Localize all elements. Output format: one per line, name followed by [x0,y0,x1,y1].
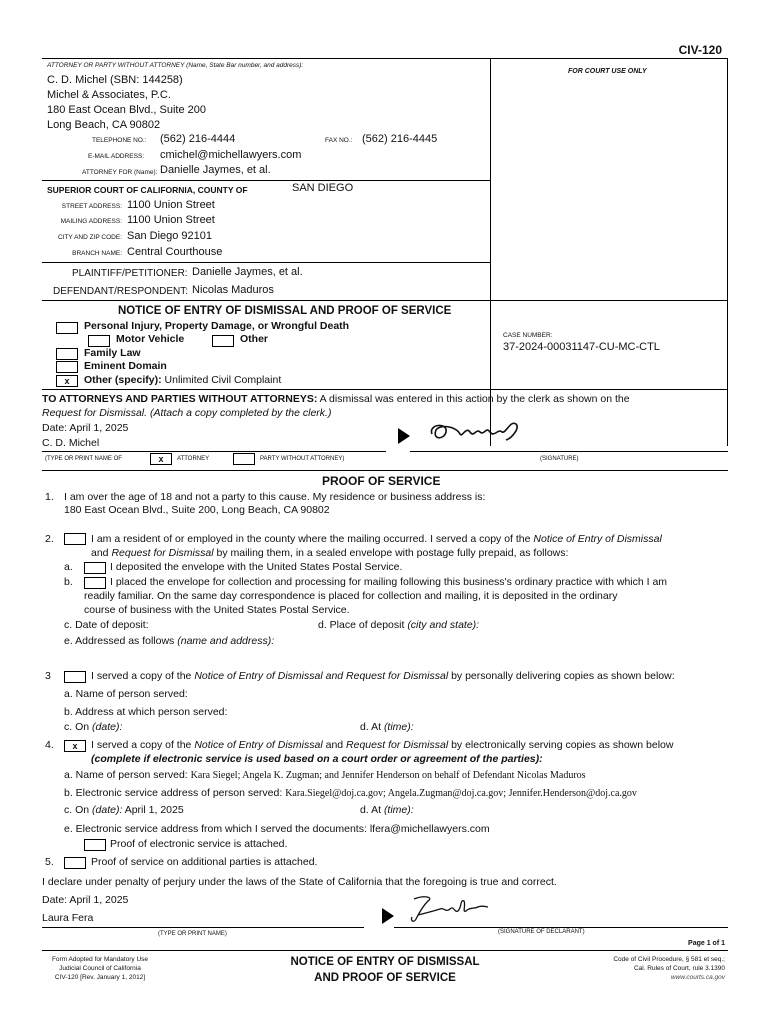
header-divider [490,58,491,446]
party-option: PARTY WITHOUT ATTORNEY) [260,456,345,462]
street-value: 1100 Union Street [127,199,215,211]
item3c-pre: c. On [64,721,93,733]
item2b-line3: course of business with the United States Postal Service. [84,604,350,616]
item4b [64,787,637,799]
checkbox-attorney[interactable]: x [150,453,172,465]
header-top-rule [42,58,728,59]
option-other-pi: Other [240,333,269,345]
header-right-border [727,58,728,446]
item4b-label: b. Electronic service address of person served: [64,787,283,799]
defendant-label: DEFENDANT/RESPONDENT: [53,286,189,297]
checkbox-item2[interactable] [64,533,86,545]
item4-number: 4. [45,739,54,751]
notice-sig-label: (SIGNATURE) [540,456,579,462]
item2-post: by mailing them, in a sealed envelope with postage fully prepaid, as follows: [213,547,569,559]
option-other-label: Other (specify): [84,374,162,386]
item3b: b. Address at which person served: [64,706,228,718]
item4e-label: e. Electronic service address from which I served the documents: [64,823,367,835]
item4c-italic: (date): [92,804,123,816]
footer-left-line: Form Adopted for Mandatory Use [51,956,149,963]
footer-title-line: NOTICE OF ENTRY OF DISMISSAL [290,956,480,968]
item4c-value: April 1, 2025 [124,804,184,816]
item2-italic2: Request for Dismissal [111,547,214,559]
item2e-pre: e. Addressed as follows [64,635,178,647]
item5-number: 5. [45,856,54,868]
city-value: San Diego 92101 [127,230,213,242]
notice-sig-rule [410,451,728,452]
item4a-label: a. Name of person served: [64,769,188,781]
item3-text [91,670,675,682]
item2b-line1: I placed the envelope for collection and processing for mailing following this business's ordinary practice with which I am [110,576,668,588]
notice-name-rule [42,451,386,452]
item2-pre: I am a resident of or employed in the county where the mailing occurred. I served a copy of the [91,533,534,545]
checkbox-item2b[interactable] [84,577,106,589]
pos-top-rule [42,470,728,471]
declaration: I declare under penalty of perjury under the laws of the State of California that the foregoing is true and correct. [42,876,557,888]
attorney-for-value: Danielle Jaymes, et al. [160,164,271,176]
footer-left-line: CIV-120 [Rev. January 1, 2012] [54,974,146,981]
checkbox-eminent-domain[interactable] [56,361,78,373]
form-id: CIV-120 [678,43,722,57]
footer-rule [42,950,728,951]
checkbox-personal-injury[interactable] [56,322,78,334]
telephone-label: TELEPHONE NO.: [92,137,147,144]
parties-top-rule [42,262,490,263]
checkbox-motor-vehicle[interactable] [88,335,110,347]
arrow-icon [382,908,394,924]
item2-and: and [91,547,112,559]
checkbox-other-pi[interactable] [212,335,234,347]
declarant-sig-rule [394,927,728,928]
mailing-label: MAILING ADDRESS: [60,218,122,225]
checkbox-item2a[interactable] [84,562,106,574]
email-value: cmichel@michellawyers.com [160,149,302,161]
title-top-rule [42,300,728,301]
item4a [64,769,586,781]
declarant-type-label: (TYPE OR PRINT NAME) [158,931,227,937]
checkbox-family-law[interactable] [56,348,78,360]
item2-line2 [91,547,568,559]
item3-italic: Notice of Entry of Dismissal and Request for Dismissal [194,670,449,682]
plaintiff-label: PLAINTIFF/PETITIONER: [72,268,188,279]
option-eminent-domain: Eminent Domain [84,360,167,372]
notice-lead: TO ATTORNEYS AND PARTIES WITHOUT ATTORNEYS: [42,393,318,405]
item4-line2: (complete if electronic service is used based on a court order or agreement of the parties): [91,753,543,765]
item4c [64,804,184,816]
item4-post: by electronically serving copies as shown below [448,739,674,751]
notice-name: C. D. Michel [42,437,100,449]
fax-label: FAX NO.: [325,137,353,144]
item3-number: 3 [45,670,51,682]
option-other-value: Unlimited Civil Complaint [164,374,282,386]
attorney-block [47,73,206,133]
footer-right [613,955,725,982]
checkbox-item5[interactable] [64,857,86,869]
declarant-name: Laura Fera [42,912,94,924]
item4-and: and [322,739,347,751]
attorney-line: 180 East Ocean Blvd., Suite 200 [47,104,206,116]
item4-line1 [91,739,673,751]
option-motor-vehicle: Motor Vehicle [116,333,185,345]
declarant-name-rule [42,927,364,928]
plaintiff-value: Danielle Jaymes, et al. [192,266,303,278]
item3c [64,721,122,733]
defendant-value: Nicolas Maduros [192,284,274,296]
item4e-value: lfera@michellawyers.com [369,823,490,835]
footer-center [250,954,520,986]
item1-number: 1. [45,491,54,503]
mailing-value: 1100 Union Street [127,214,215,226]
item3c-italic: (date): [92,721,123,733]
signature-declarant [404,893,490,925]
pos-heading: PROOF OF SERVICE [322,474,441,488]
notice-type-label: (TYPE OR PRINT NAME OF [45,456,122,462]
attorney-line: Long Beach, CA 90802 [47,119,161,131]
item2-line1 [91,533,662,545]
notice-line-2: Request for Dismissal. (Attach a copy completed by the clerk.) [42,407,332,419]
case-number-label: CASE NUMBER: [503,332,553,339]
checkbox-party-without-attorney[interactable] [233,453,255,465]
item2b-label: b. [64,576,73,588]
attorney-label: ATTORNEY OR PARTY WITHOUT ATTORNEY (Name, State Bar number, and address): [47,62,304,69]
item1-address: 180 East Ocean Blvd., Suite 200, Long Beach, CA 90802 [64,504,330,516]
item4-italic2: Request for Dismissal [346,739,449,751]
item4e-attached: Proof of electronic service is attached. [110,838,288,850]
notice-date: Date: April 1, 2025 [42,422,129,434]
attorney-line: Michel & Associates, P.C. [47,89,171,101]
branch-label: BRANCH NAME: [72,250,122,257]
item2-number: 2. [45,533,54,545]
attorney-line: C. D. Michel (SBN: 144258) [47,74,183,86]
item4-pre: I served a copy of the [91,739,195,751]
attorney-option: ATTORNEY [177,456,210,462]
item2b-line2: readily familiar. On the same day correspondence is placed for collection and mailing, it is deposited in the ordinary [84,590,618,602]
email-label: E-MAIL ADDRESS: [88,153,145,160]
form-title: NOTICE OF ENTRY OF DISMISSAL AND PROOF OF SERVICE [118,305,452,317]
item2e [64,635,274,647]
checkbox-item4[interactable]: x [64,740,86,752]
branch-value: Central Courthouse [127,246,223,258]
footer-left-line: Judicial Council of California [59,965,141,972]
declarant-date: Date: April 1, 2025 [42,894,129,906]
item4d-pre: d. At [360,804,384,816]
option-other-specify [84,374,281,386]
item3d [360,721,414,733]
attorney-for-label: ATTORNEY FOR (Name): [82,169,158,176]
courts-link[interactable]: www.courts.ca.gov [670,974,725,981]
item2d [318,619,479,631]
checkbox-item4e[interactable] [84,839,106,851]
item2a-label: a. [64,561,73,573]
option-family-law: Family Law [84,347,141,359]
item4b-value: Kara.Siegel@doj.ca.gov; Angela.Zugman@doj.ca.gov; Jennifer.Henderson@doj.ca.gov [285,788,637,799]
item2d-italic: (city and state): [407,619,480,631]
telephone-value: (562) 216-4444 [160,133,236,145]
item3d-italic: (time): [383,721,414,733]
declarant-sig-label: (SIGNATURE OF DECLARANT) [498,929,585,935]
item4d [360,804,414,816]
item3-pre: I served a copy of the [91,670,195,682]
footer-right-line: Cal. Rules of Court, rule 3.1390 [633,965,725,972]
item2a-text: I deposited the envelope with the United States Postal Service. [110,561,403,573]
footer-title-line: AND PROOF OF SERVICE [314,972,456,984]
case-number-value: 37-2024-00031147-CU-MC-CTL [503,341,660,353]
item1-text: I am over the age of 18 and not a party to this cause. My residence or business address is: [64,491,486,503]
item2e-italic: (name and address): [177,635,275,647]
item4c-pre: c. On [64,804,93,816]
item2c: c. Date of deposit: [64,619,149,631]
signature-attorney [426,414,526,450]
court-use-label: FOR COURT USE ONLY [568,68,647,75]
footer-right-line: Code of Civil Procedure, § 581 et seq.; [613,956,725,963]
item4-italic1: Notice of Entry of Dismissal [194,739,323,751]
county-value: SAN DIEGO [292,182,354,194]
item3a: a. Name of person served: [64,688,188,700]
item3-post: by personally delivering copies as shown below: [448,670,675,682]
item4d-italic: (time): [383,804,414,816]
item2d-pre: d. Place of deposit [318,619,408,631]
checkbox-other-specify[interactable]: x [56,375,78,387]
option-personal-injury: Personal Injury, Property Damage, or Wrongful Death [84,320,350,332]
city-label: CITY AND ZIP CODE: [57,234,122,241]
court-label: SUPERIOR COURT OF CALIFORNIA, COUNTY OF [47,185,248,195]
notice-line-1 [42,393,630,405]
item4a-value: Kara Siegel; Angela K. Zugman; and Jennifer Henderson on behalf of Defendant Nicolas Maduros [190,770,586,781]
notice-top-rule [42,389,728,390]
item5-text: Proof of service on additional parties is attached. [91,856,318,868]
item2-italic1: Notice of Entry of Dismissal [533,533,662,545]
item4e [64,823,490,835]
notice-text: A dismissal was entered in this action by the clerk as shown on the [317,393,630,405]
fax-value: (562) 216-4445 [362,133,438,145]
footer-left [30,955,170,982]
street-label: STREET ADDRESS: [61,203,122,210]
page-number: Page 1 of 1 [688,940,725,947]
arrow-icon [398,428,410,444]
item3d-pre: d. At [360,721,384,733]
checkbox-item3[interactable] [64,671,86,683]
court-top-rule [42,180,490,181]
